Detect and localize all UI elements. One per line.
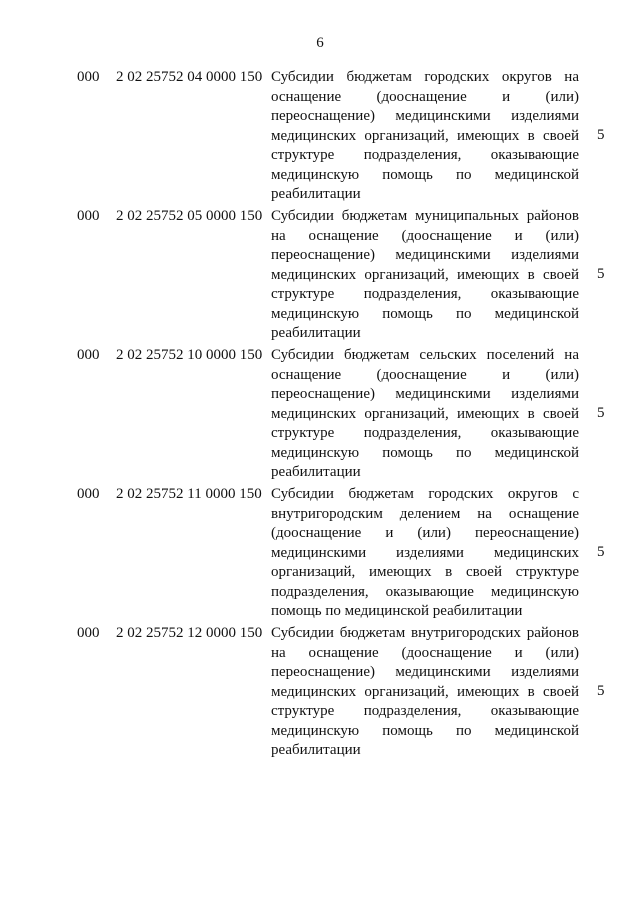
admin-code: 000 [77,486,100,502]
income-description: Субсидии бюджетам городских округов на оснащение (дооснащение и (или) переоснащение) медицинскими изделиями медицинских организаций, имеющих в своей структуре подразделения, оказывающие медицинскую помощь по медицинской реабилитации [271,69,579,202]
admin-code: 000 [77,347,100,363]
income-description: Субсидии бюджетам муниципальных районов на оснащение (дооснащение и (или) переоснащение) медицинскими изделиями медицинских организаций, имеющих в своей структуре подразделения, оказывающие медицинскую помощь по медицинской реабилитации [271,208,579,341]
income-code: 2 02 25752 04 0000 150 [116,69,263,85]
amount: 5 [597,544,605,560]
table-row [0,207,640,346]
income-description: Субсидии бюджетам сельских поселений на оснащение (дооснащение и (или) переоснащение) медицинскими изделиями медицинских организаций, имеющих в своей структуре подразделения, оказывающие медицинскую помощь по медицинской реабилитации [271,347,579,480]
budget-classification-table [0,68,640,764]
amount: 5 [597,405,605,421]
admin-code: 000 [77,69,100,85]
table-row [0,485,640,624]
income-code: 2 02 25752 05 0000 150 [116,208,263,224]
table-row [0,624,640,764]
amount: 5 [597,266,605,282]
amount: 5 [597,683,605,699]
admin-code: 000 [77,208,100,224]
amount: 5 [597,127,605,143]
page-number: 6 [316,35,324,51]
income-description: Субсидии бюджетам городских округов с внутригородским делением на оснащение (дооснащение и (или) переоснащение) медицинскими изделиями медицинских организаций, имеющих в своей структуре подразделения, оказывающие медицинскую помощь по медицинской реабилитации [271,486,579,619]
income-code: 2 02 25752 11 0000 150 [116,486,262,502]
income-code: 2 02 25752 10 0000 150 [116,347,263,363]
table-row [0,346,640,485]
income-description: Субсидии бюджетам внутригородских районов на оснащение (дооснащение и (или) переоснащение) медицинскими изделиями медицинских организаций, имеющих в своей структуре подразделения, оказывающие медицинскую помощь по медицинской реабилитации [271,625,579,758]
table-row [0,68,640,207]
admin-code: 000 [77,625,100,641]
income-code: 2 02 25752 12 0000 150 [116,625,263,641]
